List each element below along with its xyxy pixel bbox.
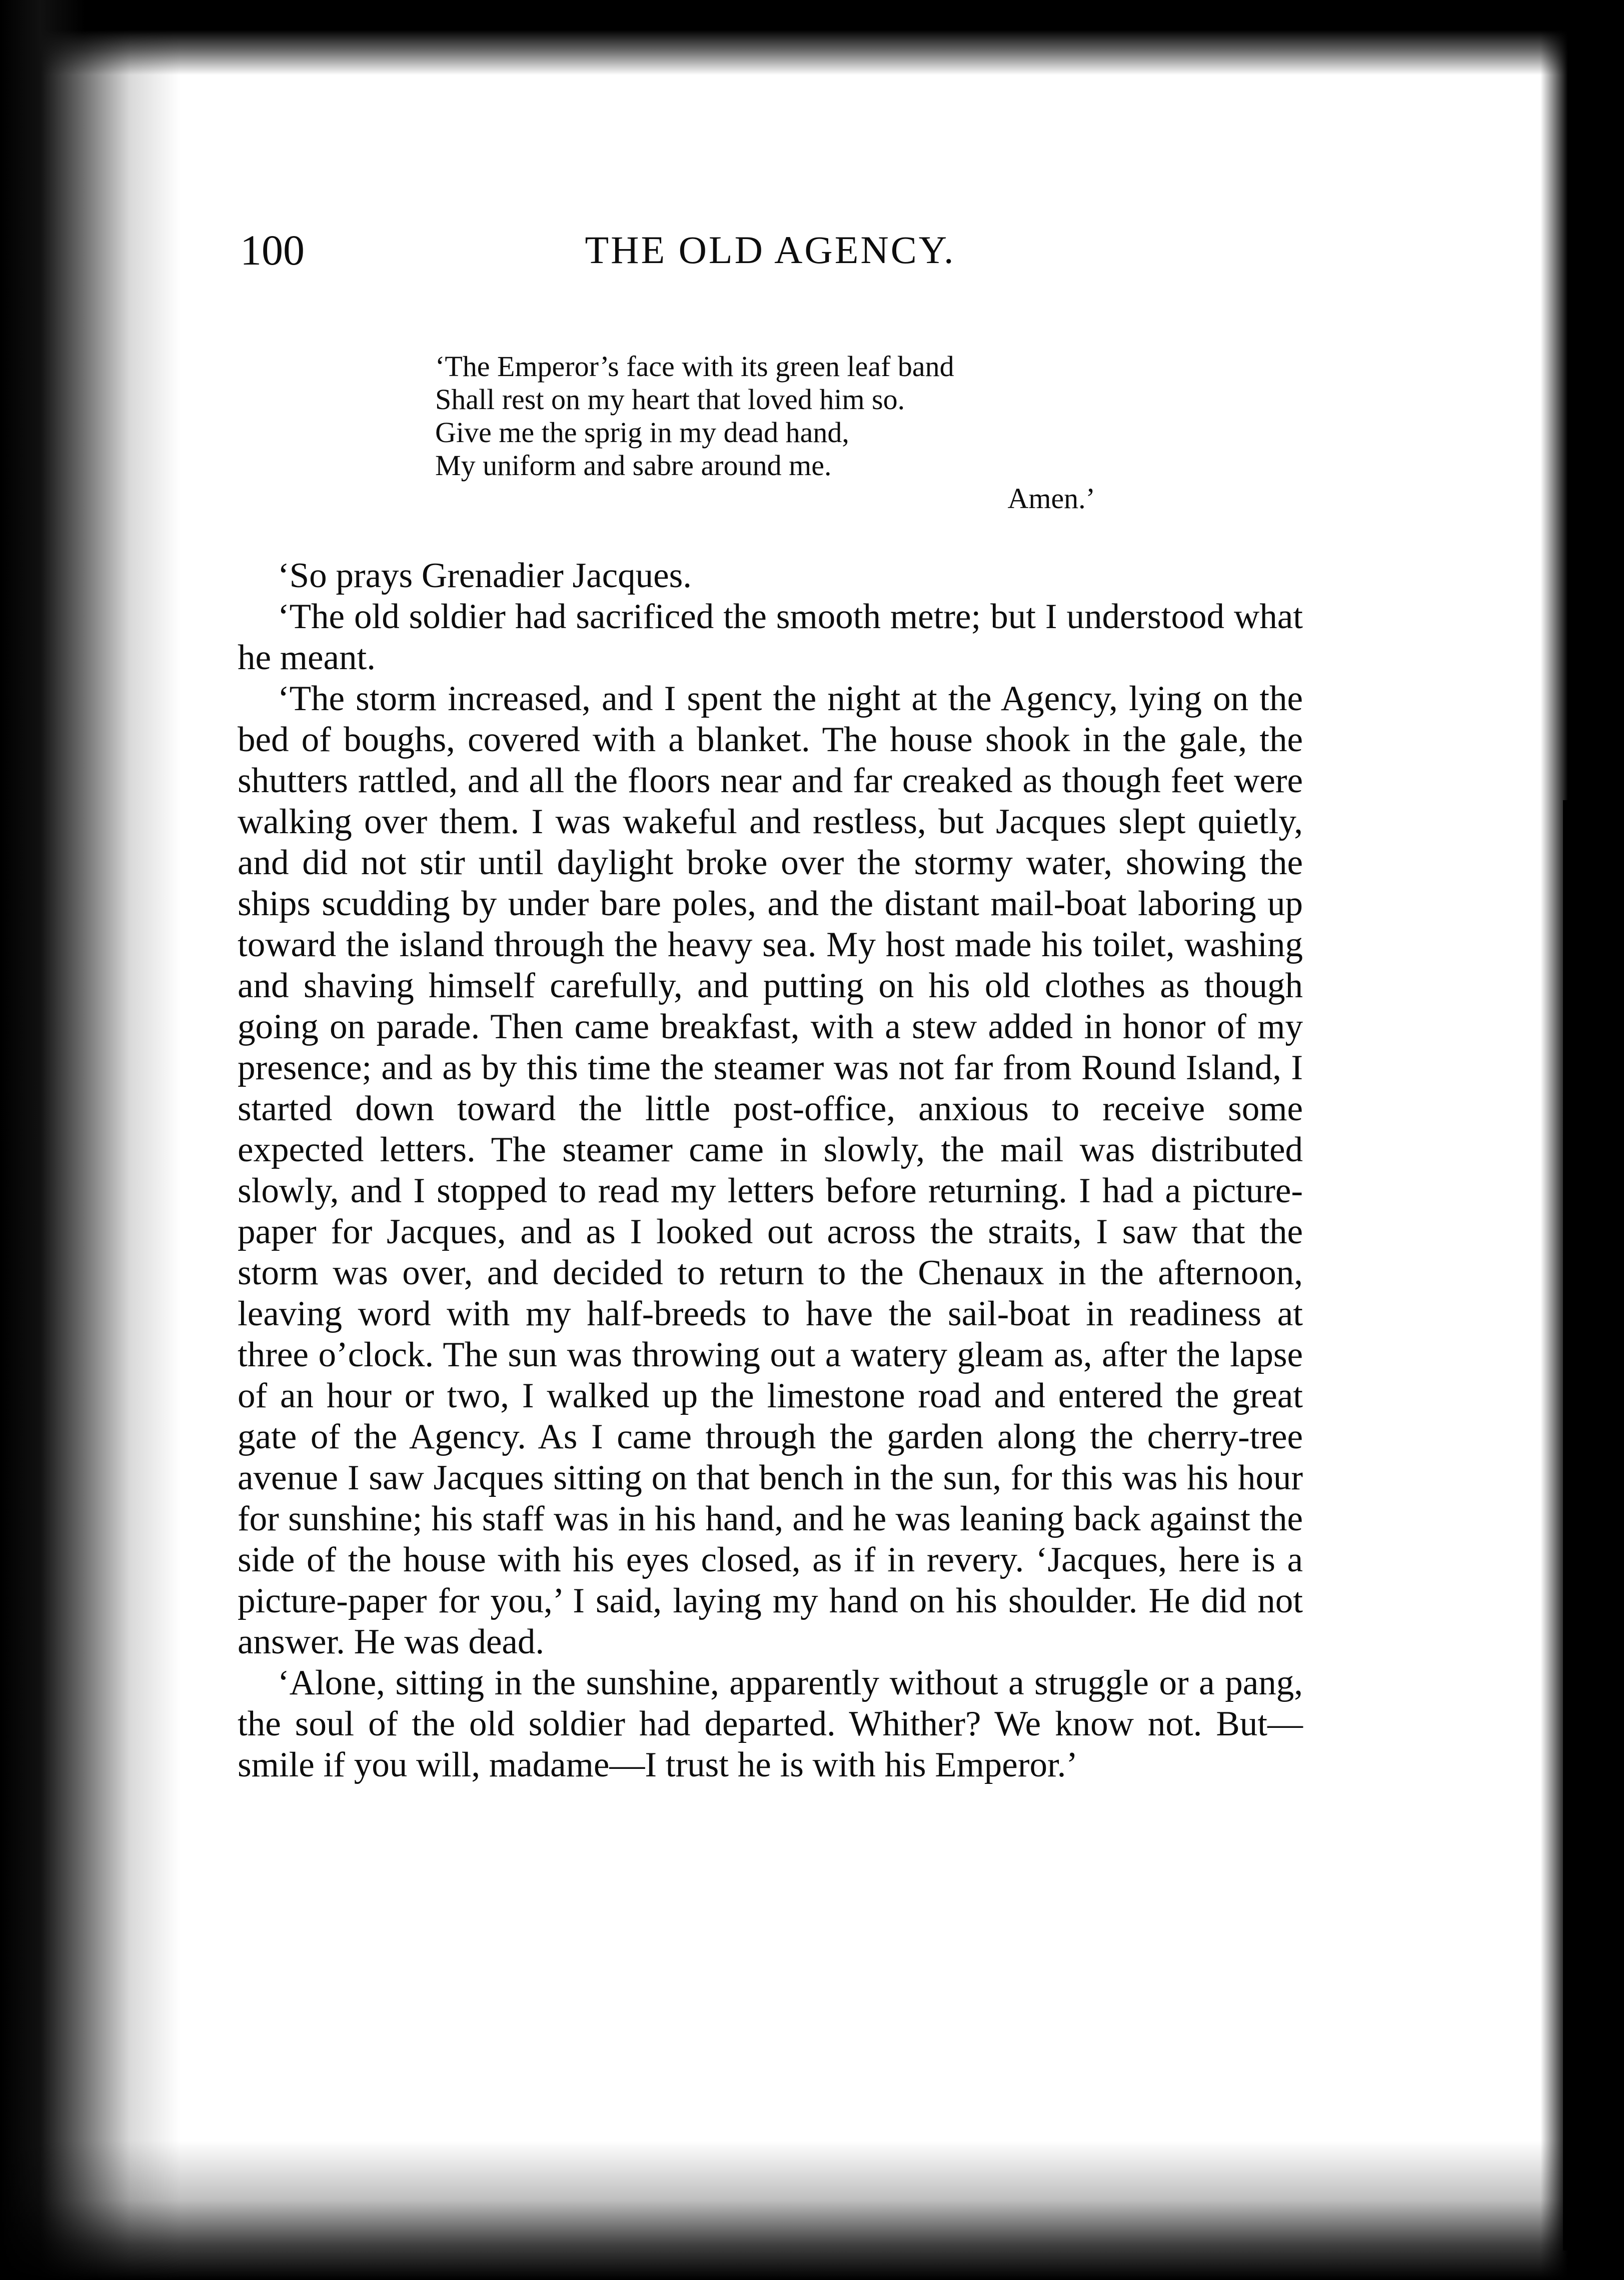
verse-line: ‘The Emperor’s face with its green leaf band (435, 350, 954, 383)
paragraph: ‘The storm increased, and I spent the night at the Agency, lying on the bed of boughs, covered with a blanket. The house shook in the gale, the shutters rattled, and all the floors near and far creaked as though feet were walking over them. I was wakeful and restless, but Jacques slept quietly, and did not stir until daylight broke over the stormy water, showing the ships scudding by under bare poles, and the distant mail-boat laboring up toward the island through the heavy sea. My host made his toilet, washing and shaving himself carefully, and putting on his old clothes as though going on parade. Then came breakfast, with a stew added in honor of my presence; and as by this time the steamer was not far from Round Island, I started down toward the little post-office, anxious to receive some expected letters. The steamer came in slowly, the mail was distributed slowly, and I stopped to read my letters before returning. I had a picture-paper for Jacques, and as I looked out across the straits, I saw that the storm was over, and decided to return to the Chenaux in the afternoon, leaving word with my half-breeds to have the sail-boat in readiness at three o’clock. The sun was throwing out a watery gleam as, after the lapse of an hour or two, I walked up the limestone road and entered the great gate of the Agency. As I came through the garden along the cherry-tree avenue I saw Jacques sitting on that bench in the sun, for this was his hour for sunshine; his staff was in his hand, and he was leaning back against the side of the house with his eyes closed, as if in revery. ‘Jacques, here is a picture-paper for you,’ I said, laying my hand on his shoulder. He did not answer. He was dead. (238, 679, 1303, 1661)
verse-closing: Amen.’ (1007, 482, 1095, 515)
verse-line: Give me the sprig in my dead hand, (435, 416, 849, 449)
verse-line: My uniform and sabre around me. (435, 449, 832, 482)
paragraph: ‘So prays Grenadier Jacques. (278, 556, 692, 595)
body-text (238, 555, 1303, 1785)
verse-line: Shall rest on my heart that loved him so. (435, 383, 905, 416)
paragraph: ‘The old soldier had sacrificed the smooth metre; but I understood what he meant. (238, 597, 1303, 677)
page-header (240, 220, 1300, 280)
paragraph: ‘Alone, sitting in the sunshine, apparently without a struggle or a pang, the soul of the old soldier had departed. Whither? We know not. But—smile if you will, madame—I trust he is with his Emperor.’ (238, 1663, 1303, 1784)
running-title: THE OLD AGENCY. (585, 228, 956, 272)
page-number: 100 (240, 226, 305, 274)
verse-stanza (435, 350, 1105, 515)
